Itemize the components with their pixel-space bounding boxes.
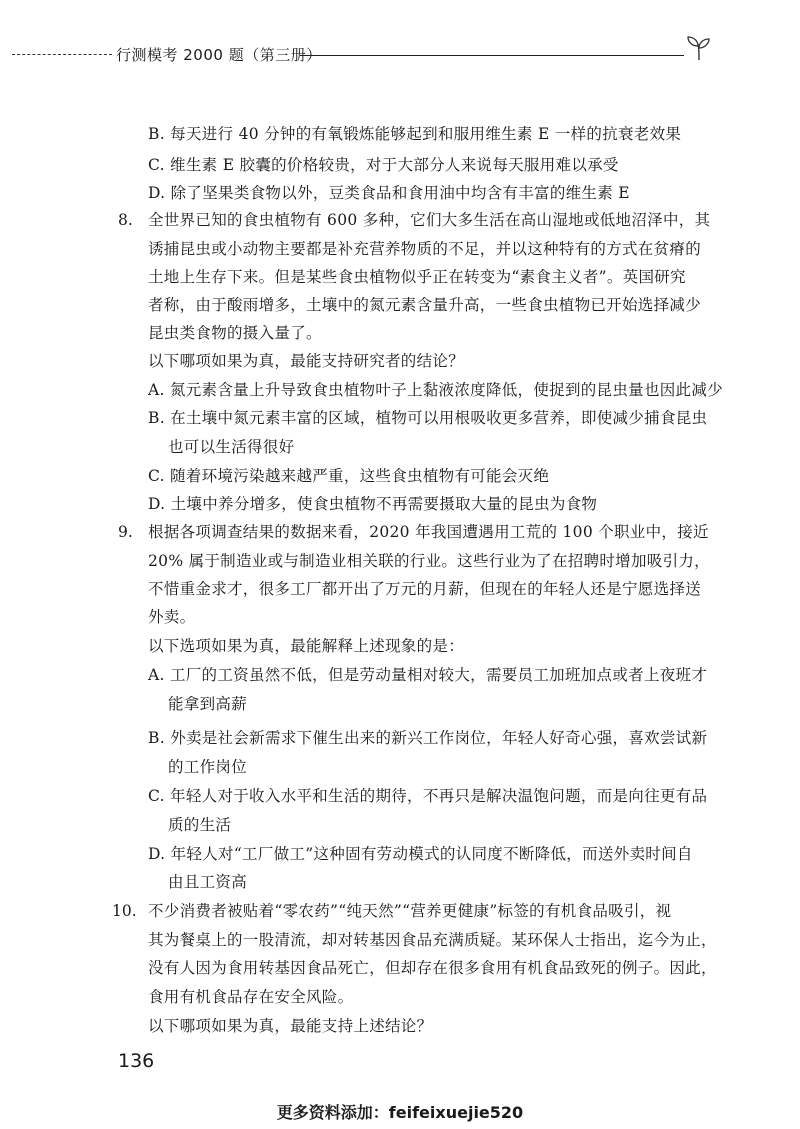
q10-stem-line: 其为餐桌上的一股清流，却对转基因食品充满质疑。某环保人士指出，迄今为止， [148,931,717,949]
q9-number: 9. [118,523,133,541]
header-dashed-line [12,54,112,55]
sprout-icon [684,34,714,62]
q8-number: 8. [118,211,133,229]
q7-option-d: D. 除了坚果类食物以外，豆类食品和食用油中均含有丰富的维生素 E [148,184,630,202]
q10-number: 10. [112,902,137,920]
q9-option-d: D. 年轻人对“工厂做工”这种固有劳动模式的认同度不断降低，而送外卖时间自 [148,845,693,863]
q10-stem-line: 不少消费者被贴着“零农药”“纯天然”“营养更健康”标签的有机食品吸引，视 [148,902,672,920]
q7-option-b: B. 每天进行 40 分钟的有氧锻炼能够起到和服用维生素 E 一样的抗衰老效果 [148,125,682,143]
q8-question: 以下哪项如果为真，最能支持研究者的结论？ [148,352,465,370]
footer-contact-note: 更多资料添加：feifeixuejie520 [276,1103,524,1122]
q9-option-a: A. 工厂的工资虽然不低，但是劳动量相对较大，需要员工加班加点或者上夜班才 [148,666,708,684]
q8-stem-line: 者称，由于酸雨增多，土壤中的氮元素含量升高，一些食虫植物已开始选择减少 [148,296,702,314]
q10-stem-line: 没有人因为食用转基因食品死亡，但却存在很多食用有机食品致死的例子。因此， [148,959,717,977]
q8-stem-line: 全世界已知的食虫植物有 600 多种，它们大多生活在高山湿地或低地沼泽中，其 [148,211,711,229]
q9-option-c: C. 年轻人对于收入水平和生活的期待，不再只是解决温饱问题，而是向往更有品 [148,787,708,805]
q8-stem-line: 昆虫类食物的摄入量了。 [148,324,322,342]
q9-option-b-cont: 的工作岗位 [168,758,248,776]
q8-option-d: D. 土壤中养分增多，使食虫植物不再需要摄取大量的昆虫为食物 [148,495,598,513]
q9-stem-line: 20% 属于制造业或与制造业相关联的行业。这些行业为了在招聘时增加吸引力， [148,552,710,570]
page-number: 136 [118,1050,155,1072]
q9-option-a-cont: 能拿到高薪 [168,695,248,713]
q8-option-a: A. 氮元素含量上升导致食虫植物叶子上黏液浓度降低，使捉到的昆虫量也因此减少 [148,381,723,399]
q9-option-d-cont: 由且工资高 [168,873,248,891]
q9-option-c-cont: 质的生活 [168,816,232,834]
q9-question: 以下选项如果为真，最能解释上述现象的是： [148,637,465,655]
book-title: 行测模考 2000 题（第三册） [116,46,322,64]
q8-option-b: B. 在土壤中氮元素丰富的区域，植物可以用根吸收更多营养，即使减少捕食昆虫 [148,409,708,427]
q9-stem-line: 根据各项调查结果的数据来看，2020 年我国遭遇用工荒的 100 个职业中，接近 [148,523,709,541]
q9-stem-line: 外卖。 [148,608,196,626]
q8-stem-line: 诱捕昆虫或小动物主要都是补充营养物质的不足，并以这种特有的方式在贫瘠的 [148,240,702,258]
q9-stem-line: 不惜重金求才，很多工厂都开出了万元的月薪，但现在的年轻人还是宁愿选择送 [148,580,702,598]
q7-option-c: C. 维生素 E 胶囊的价格较贵，对于大部分人来说每天服用难以承受 [148,156,619,174]
q10-question: 以下哪项如果为真，最能支持上述结论？ [148,1017,433,1035]
header-rule [300,55,684,56]
q8-option-c: C. 随着环境污染越来越严重，这些食虫植物有可能会灭绝 [148,467,550,485]
q8-option-b-cont: 也可以生活得很好 [168,438,295,456]
q8-stem-line: 土地上生存下来。但是某些食虫植物似乎正在转变为“素食主义者”。英国研究 [148,268,686,286]
q9-option-b: B. 外卖是社会新需求下催生出来的新兴工作岗位，年轻人好奇心强，喜欢尝试新 [148,729,708,747]
running-header [0,44,800,64]
q10-stem-line: 食用有机食品存在安全风险。 [148,988,354,1006]
